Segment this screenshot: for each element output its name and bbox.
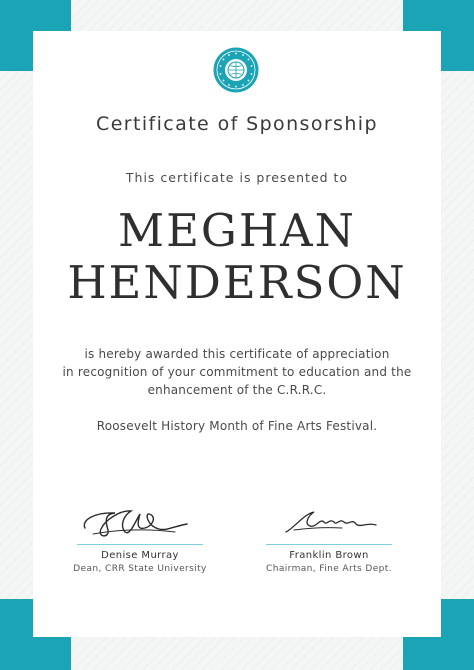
signatory-title: Chairman, Fine Arts Dept.: [266, 564, 392, 574]
signature-block-chairman: [244, 498, 414, 574]
recipient-first-name: MEGHAN: [118, 204, 356, 257]
recipient-last-name: HENDERSON: [67, 256, 407, 309]
signatory-name: Denise Murray: [101, 550, 179, 561]
presented-to-text: This certificate is presented to: [125, 170, 349, 185]
certificate-title: Certificate of Sponsorship: [96, 113, 378, 135]
handwritten-signature-icon: [264, 498, 394, 542]
signature-line: [266, 544, 392, 545]
signatory-name: Franklin Brown: [289, 550, 369, 561]
award-text-line-3: enhancement of the C.R.R.C.: [147, 383, 327, 397]
handwritten-signature-icon: [75, 498, 205, 542]
university-seal-icon: [213, 47, 259, 93]
signature-block-dean: [55, 498, 225, 574]
event-name: Roosevelt History Month of Fine Arts Festival.: [96, 419, 378, 433]
award-text-line-1: is hereby awarded this certificate of appreciation: [84, 347, 390, 361]
award-text-line-2: in recognition of your commitment to education and the: [62, 365, 412, 379]
signature-line: [77, 544, 203, 545]
signatory-title: Dean, CRR State University: [73, 564, 207, 574]
